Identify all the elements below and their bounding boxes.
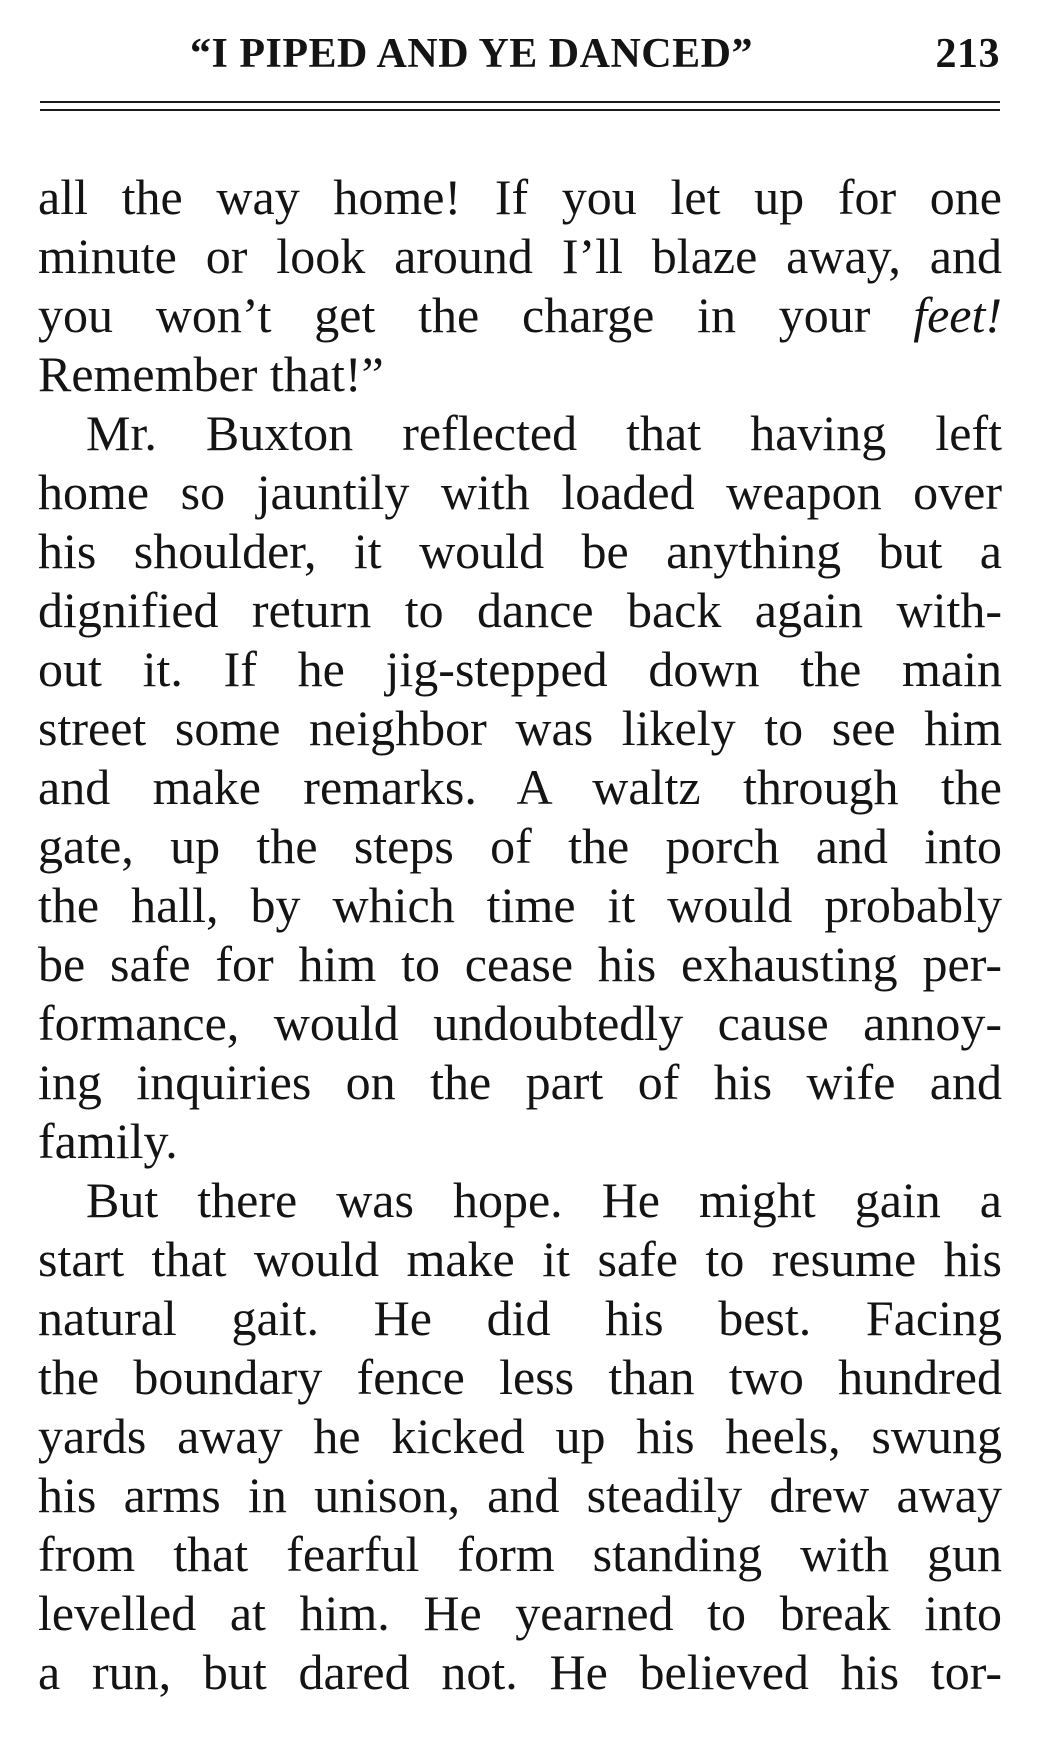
italic-word: feet!: [913, 287, 1003, 343]
text-line: [38, 168, 1002, 227]
line-text: and make remarks. A waltz through the: [38, 759, 1002, 815]
text-line: [38, 1466, 1002, 1525]
line-text: his shoulder, it would be anything but a: [38, 523, 1002, 579]
text-line: [38, 463, 1002, 522]
header-rule-top: [40, 101, 1000, 103]
line-text: gate, up the steps of the porch and into: [38, 818, 1002, 874]
text-line: [38, 994, 1002, 1053]
line-text: the hall, by which time it would probably: [38, 877, 1002, 933]
text-line: [38, 935, 1002, 994]
line-text: natural gait. He did his best. Facing: [38, 1290, 1002, 1346]
text-line: [38, 699, 1002, 758]
running-head: [40, 30, 1000, 90]
line-text: yards away he kicked up his heels, swung: [38, 1408, 1002, 1464]
text-line: [38, 1112, 1002, 1171]
line-text: the boundary fence less than two hundred: [38, 1349, 1002, 1405]
text-line: [38, 1525, 1002, 1584]
line-text: start that would make it safe to resume his: [38, 1231, 1002, 1287]
text-line: [38, 1053, 1002, 1112]
line-text: Remember that!”: [38, 346, 384, 402]
running-title: “I PIPED AND YE DANCED”: [190, 31, 753, 77]
line-text: levelled at him. He yearned to break into: [38, 1585, 1002, 1641]
page-number: 213: [935, 31, 1000, 77]
text-line: [38, 286, 1002, 345]
line-text: formance, would undoubtedly cause annoy-: [38, 995, 1002, 1051]
text-line: [38, 876, 1002, 935]
line-text: be safe for him to cease his exhausting per-: [38, 936, 1002, 992]
line-text: you won’t get the charge in your: [38, 287, 871, 343]
line-text: street some neighbor was likely to see him: [38, 700, 1002, 756]
text-line: [38, 640, 1002, 699]
line-text: ing inquiries on the part of his wife and: [38, 1054, 1002, 1110]
line-text: family.: [38, 1113, 178, 1169]
line-text: But there was hope. He might gain a: [86, 1172, 1002, 1228]
text-line: [38, 1584, 1002, 1643]
line-text: Mr. Buxton reflected that having left: [86, 405, 1002, 461]
text-line: [38, 227, 1002, 286]
line-text: dignified return to dance back again with-: [38, 582, 1002, 638]
text-line: [38, 1643, 1002, 1702]
line-text: home so jauntily with loaded weapon over: [38, 464, 1002, 520]
text-line: [38, 817, 1002, 876]
line-text: a run, but dared not. He believed his tor-: [38, 1644, 1002, 1700]
line-text: his arms in unison, and steadily drew away: [38, 1467, 1002, 1523]
text-line: [38, 1348, 1002, 1407]
text-line: [38, 345, 1002, 404]
line-text: minute or look around I’ll blaze away, and: [38, 228, 1002, 284]
line-text: out it. If he jig-stepped down the main: [38, 641, 1002, 697]
line-text: all the way home! If you let up for one: [38, 169, 1002, 225]
line-text: from that fearful form standing with gun: [38, 1526, 1002, 1582]
body-text: [38, 168, 1002, 1702]
text-line: [38, 758, 1002, 817]
text-line: [38, 404, 1002, 463]
text-line: [38, 522, 1002, 581]
text-line: [38, 1407, 1002, 1466]
header-rule-bottom: [40, 109, 1000, 111]
text-line: [38, 1230, 1002, 1289]
text-line: [38, 1171, 1002, 1230]
text-line: [38, 1289, 1002, 1348]
text-line: [38, 581, 1002, 640]
